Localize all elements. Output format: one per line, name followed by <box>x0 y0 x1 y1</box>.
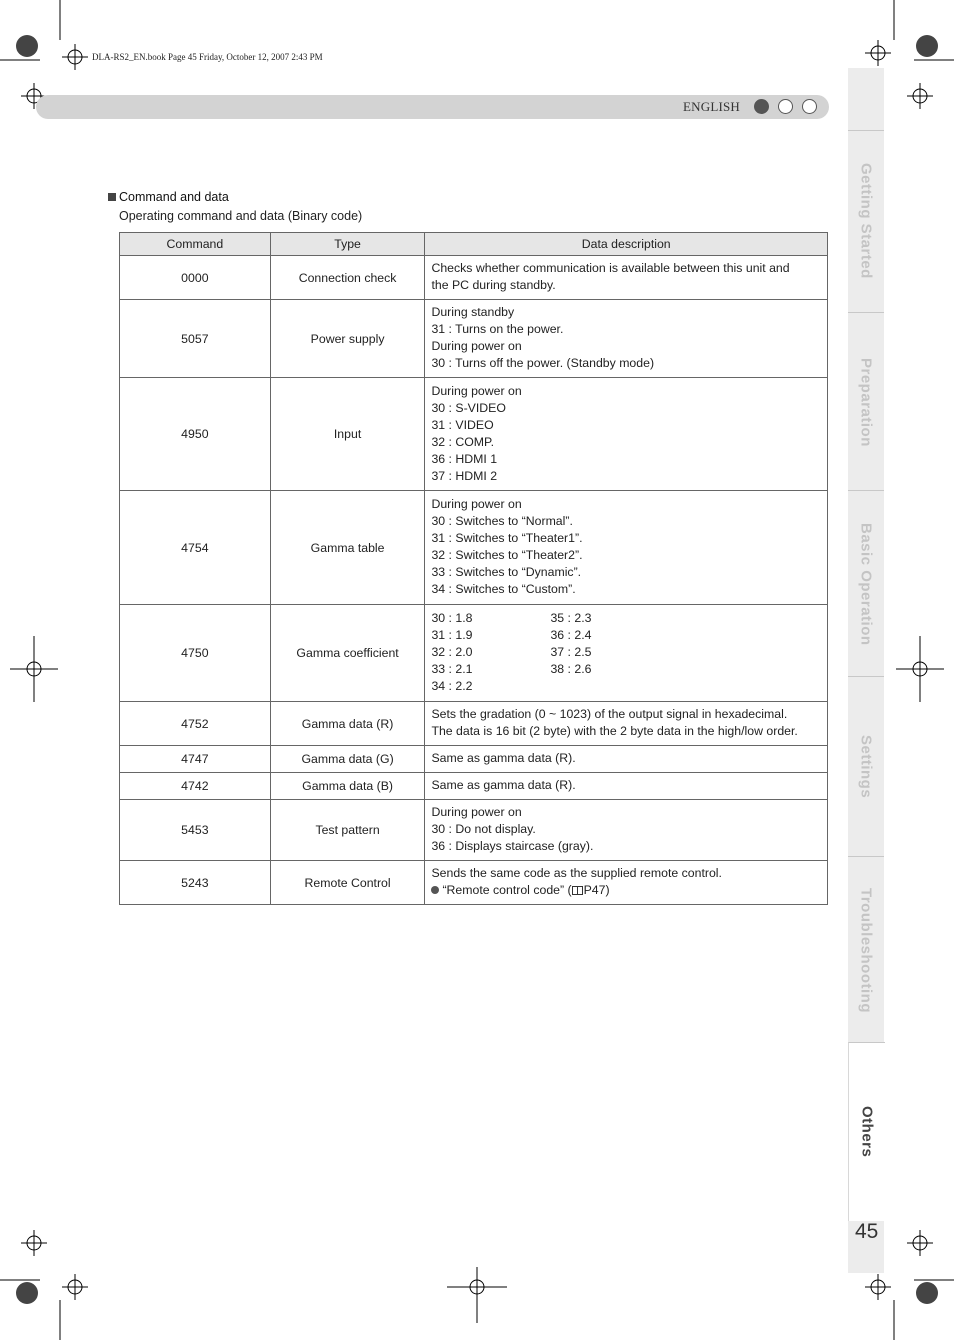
cell-type: Gamma data (G) <box>270 746 425 773</box>
cell-description <box>425 605 828 702</box>
description-line: 34 : Switches to “Custom”. <box>431 582 576 596</box>
description-line: Sends the same code as the supplied remote control. <box>431 866 722 880</box>
cell-type: Power supply <box>270 300 425 378</box>
description-line: Same as gamma data (R). <box>431 778 576 792</box>
description-line: 32 : Switches to “Theater2”. <box>431 548 583 562</box>
table-row <box>120 773 828 800</box>
cell-type: Gamma table <box>270 491 425 605</box>
table-header-row <box>120 233 828 256</box>
description-line: the PC during standby. <box>431 278 556 292</box>
description-line: Checks whether communication is available between this unit and <box>431 261 790 275</box>
cell-command: 4747 <box>120 746 271 773</box>
book-reference-icon <box>572 886 583 895</box>
registration-mark-bottom-center <box>445 1265 509 1325</box>
description-line: 32 : 2.0 <box>431 645 473 659</box>
bullet-text: “Remote control code” ( <box>442 883 572 897</box>
cell-type: Gamma data (B) <box>270 773 425 800</box>
language-indicator-dot-3 <box>802 99 817 114</box>
description-line: 31 : Switches to “Theater1”. <box>431 531 583 545</box>
description-line: 30 : S-VIDEO <box>431 400 506 415</box>
side-tab-label: Preparation <box>857 357 875 447</box>
description-line: 31 : VIDEO <box>431 417 494 432</box>
cell-description <box>425 702 828 746</box>
cell-command: 0000 <box>120 256 271 300</box>
table-row <box>120 861 828 905</box>
description-line: 33 : Switches to “Dynamic”. <box>431 565 582 579</box>
side-tab-label: Getting Started <box>857 163 875 279</box>
description-line: 36 : HDMI 1 <box>431 451 498 466</box>
description-line: 34 : 2.2 <box>431 679 473 693</box>
section-title: Command and data <box>108 190 229 204</box>
side-tab-troubleshooting[interactable] <box>848 856 884 1043</box>
description-line: 30 : Switches to “Normal”. <box>431 514 573 528</box>
reference-bullet <box>431 882 821 899</box>
cell-command: 4754 <box>120 491 271 605</box>
language-indicator-dot-2 <box>778 99 793 114</box>
description-line: 31 : 1.9 <box>431 628 473 642</box>
page-number: 45 <box>855 1220 879 1243</box>
cell-description <box>425 746 828 773</box>
header-command: Command <box>120 233 271 256</box>
cell-description <box>425 256 828 300</box>
description-column-left <box>431 610 550 695</box>
table-row <box>120 746 828 773</box>
side-tab-settings[interactable] <box>848 676 884 857</box>
square-bullet-icon <box>108 193 116 201</box>
cell-description <box>425 300 828 378</box>
cell-command: 4742 <box>120 773 271 800</box>
description-line: The data is 16 bit (2 byte) with the 2 byte data in the high/low order. <box>431 724 798 738</box>
side-tab-others[interactable] <box>848 1042 885 1221</box>
table-row <box>120 378 828 491</box>
cell-description <box>425 773 828 800</box>
table-row <box>120 300 828 378</box>
cell-type: Test pattern <box>270 800 425 861</box>
description-line: 37 : 2.5 <box>550 645 592 659</box>
table-row <box>120 605 828 702</box>
header-type: Type <box>270 233 425 256</box>
cell-description <box>425 861 828 905</box>
bullet-text-end: ) <box>605 883 610 897</box>
description-line: 36 : 2.4 <box>550 628 592 642</box>
description-line: 31 : Turns on the power. <box>431 322 564 336</box>
cell-type: Input <box>270 378 425 491</box>
page-reference-link[interactable]: P47 <box>583 883 606 897</box>
description-line: 38 : 2.6 <box>550 662 592 676</box>
registration-mark-mid-right <box>894 634 954 704</box>
description-line: Same as gamma data (R). <box>431 751 576 765</box>
cell-command: 5243 <box>120 861 271 905</box>
description-line: During standby <box>431 305 515 319</box>
description-line: 37 : HDMI 2 <box>431 468 498 483</box>
table-row <box>120 702 828 746</box>
cell-command: 4750 <box>120 605 271 702</box>
language-indicator-dot-1 <box>754 99 769 114</box>
language-label: ENGLISH <box>683 99 741 114</box>
side-tab-label: Settings <box>857 735 875 799</box>
cell-command: 5453 <box>120 800 271 861</box>
description-line: Sets the gradation (0 ~ 1023) of the output signal in hexadecimal. <box>431 707 788 721</box>
table-row <box>120 800 828 861</box>
header-description: Data description <box>425 233 828 256</box>
cell-description <box>425 491 828 605</box>
description-line: 36 : Displays staircase (gray). <box>431 839 594 853</box>
registration-mark-top-left <box>0 0 120 140</box>
table-row <box>120 256 828 300</box>
registration-mark-mid-left <box>0 634 60 704</box>
cell-command: 5057 <box>120 300 271 378</box>
cell-description <box>425 378 828 491</box>
book-info-line: DLA-RS2_EN.book Page 45 Friday, October 12, 2007 2:43 PM <box>92 52 323 62</box>
description-line: During power on <box>431 805 522 819</box>
description-column-right <box>550 610 669 695</box>
side-tab-getting-started[interactable] <box>848 130 884 311</box>
bullet-icon <box>431 886 439 894</box>
side-tab-label: Others <box>858 1106 876 1158</box>
cell-type: Connection check <box>270 256 425 300</box>
description-line: 30 : Do not display. <box>431 822 536 836</box>
description-line: During power on <box>431 497 522 511</box>
description-line: 30 : 1.8 <box>431 611 473 625</box>
description-line: 33 : 2.1 <box>431 662 473 676</box>
cell-description <box>425 800 828 861</box>
section-subtitle: Operating command and data (Binary code) <box>119 209 363 223</box>
cell-type: Remote Control <box>270 861 425 905</box>
description-line: 30 : Turns off the power. (Standby mode) <box>431 356 655 370</box>
description-line: During power on <box>431 383 522 398</box>
description-line: During power on <box>431 339 522 353</box>
side-tab-preparation[interactable] <box>848 312 884 491</box>
command-table <box>119 232 828 905</box>
cell-command: 4752 <box>120 702 271 746</box>
side-tab-label: Basic Operation <box>857 522 875 646</box>
cell-type: Gamma data (R) <box>270 702 425 746</box>
cell-type: Gamma coefficient <box>270 605 425 702</box>
table-row <box>120 491 828 605</box>
description-line: 35 : 2.3 <box>550 611 592 625</box>
side-tab-label: Troubleshooting <box>857 887 875 1013</box>
registration-mark-bottom-left <box>0 1200 120 1340</box>
side-tab-basic-operation[interactable] <box>848 490 884 677</box>
description-line: 32 : COMP. <box>431 434 495 449</box>
cell-command: 4950 <box>120 378 271 491</box>
